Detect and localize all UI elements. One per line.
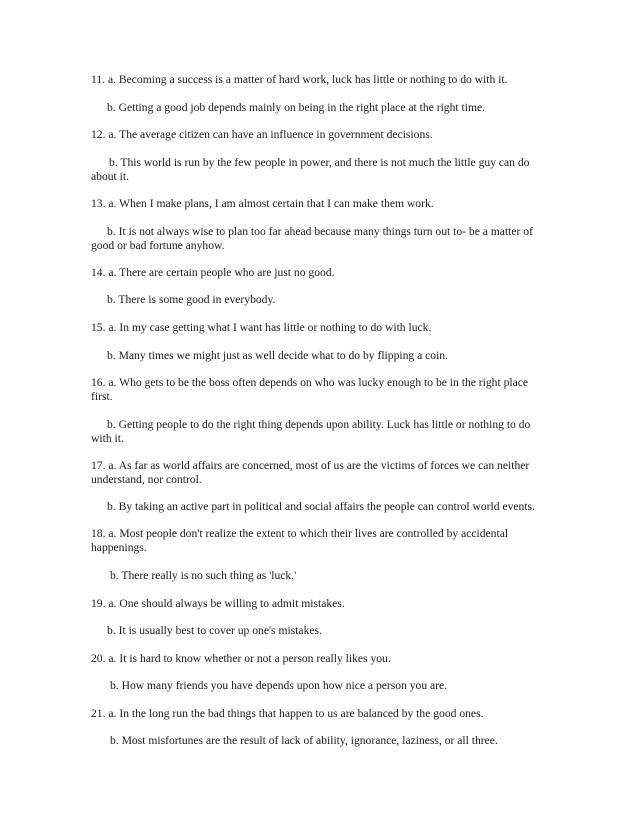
- item-12-option-b: b. This world is run by the few people in power, and there is not much the little guy can do about it.: [91, 156, 530, 183]
- item-13-option-b: b. It is not always wise to plan too far ahead because many things turn out to- be a matter of good or bad fortune anyhow.: [91, 225, 533, 252]
- item-16-option-a: 16. a. Who gets to be the boss often depends on who was lucky enough to be in the right place first.: [91, 376, 529, 403]
- item-16-option-b: b. Getting people to do the right thing depends upon ability. Luck has little or nothing to do with it.: [91, 418, 531, 445]
- item-14-option-b: b. There is some good in everybody.: [107, 293, 276, 306]
- item-18-option-b: b. There really is no such thing as 'luck.': [110, 569, 297, 582]
- item-21-option-a: 21. a. In the long run the bad things that happen to us are balanced by the good ones.: [91, 707, 484, 720]
- item-11-option-a: 11. a. Becoming a success is a matter of hard work, luck has little or nothing to do with it.: [91, 73, 508, 86]
- item-19-option-b: b. It is usually best to cover up one's mistakes.: [107, 624, 322, 637]
- item-21-option-b: b. Most misfortunes are the result of lack of ability, ignorance, laziness, or all three.: [110, 734, 498, 747]
- item-19-option-a: 19. a. One should always be willing to admit mistakes.: [91, 597, 345, 610]
- item-12-option-a: 12. a. The average citizen can have an influence in government decisions.: [91, 128, 433, 141]
- item-15-option-b: b. Many times we might just as well decide what to do by flipping a coin.: [107, 349, 448, 362]
- item-13-option-a: 13. a. When I make plans, I am almost certain that I can make them work.: [91, 197, 434, 210]
- item-20-option-a: 20. a. It is hard to know whether or not a person really likes you.: [91, 652, 391, 665]
- item-20-option-b: b. How many friends you have depends upon how nice a person you are.: [110, 679, 448, 692]
- item-14-option-a: 14. a. There are certain people who are just no good.: [91, 266, 335, 279]
- item-18-option-a: 18. a. Most people don't realize the extent to which their lives are controlled by accidental happenings.: [91, 527, 509, 554]
- item-17-option-a: 17. a. As far as world affairs are concerned, most of us are the victims of forces we can neither understand, nor control.: [91, 459, 530, 486]
- item-15-option-a: 15. a. In my case getting what I want has little or nothing to do with luck.: [91, 321, 432, 334]
- item-11-option-b: b. Getting a good job depends mainly on being in the right place at the right time.: [107, 101, 486, 114]
- item-17-option-b: b. By taking an active part in political and social affairs the people can control world events.: [107, 500, 535, 513]
